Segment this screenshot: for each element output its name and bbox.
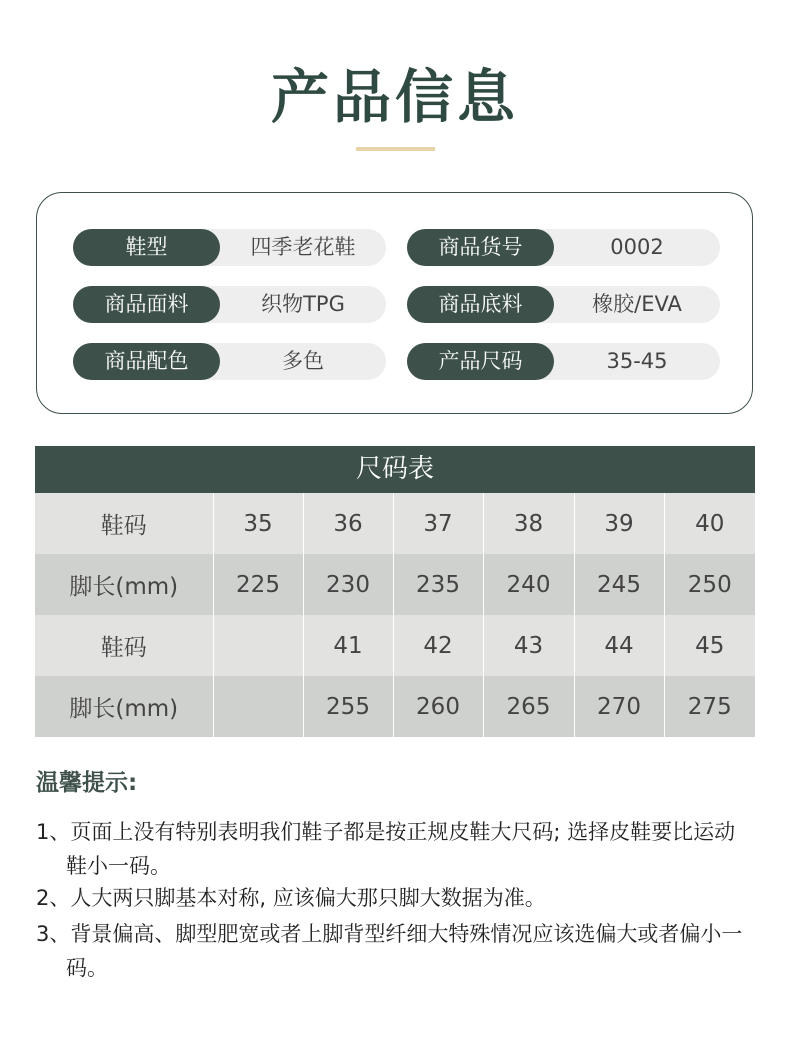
info-item-color — [73, 343, 386, 380]
tip-item: 1、页面上没有特别表明我们鞋子都是按正规皮鞋大尺码; 选择皮鞋要比运动鞋小一码。 — [36, 820, 736, 878]
table-cell: 37 — [393, 493, 483, 554]
info-value: 织物TPG — [261, 292, 345, 316]
size-table-title: 尺码表 — [35, 446, 755, 493]
info-item-sole-material — [407, 286, 720, 323]
table-cell: 43 — [483, 615, 574, 676]
info-label: 商品配色 — [73, 343, 220, 380]
info-label: 鞋型 — [73, 229, 220, 266]
info-value: 四季老花鞋 — [250, 235, 356, 259]
table-cell: 42 — [393, 615, 483, 676]
table-cell: 40 — [664, 493, 755, 554]
table-cell — [213, 615, 303, 676]
info-item-upper-material — [73, 286, 386, 323]
table-cell: 39 — [574, 493, 664, 554]
row-header: 鞋码 — [35, 615, 213, 676]
title-underline — [356, 147, 435, 151]
table-cell: 230 — [303, 554, 393, 615]
info-item-product-number — [407, 229, 720, 266]
table-row — [35, 676, 755, 737]
info-value: 多色 — [282, 349, 324, 373]
info-label: 商品货号 — [407, 229, 554, 266]
table-cell: 260 — [393, 676, 483, 737]
table-cell: 240 — [483, 554, 574, 615]
page-title: 产品信息 — [270, 63, 519, 131]
table-cell: 255 — [303, 676, 393, 737]
table-row — [35, 615, 755, 676]
table-cell — [213, 676, 303, 737]
table-cell: 38 — [483, 493, 574, 554]
info-label: 商品面料 — [73, 286, 220, 323]
table-cell: 36 — [303, 493, 393, 554]
table-cell: 245 — [574, 554, 664, 615]
table-cell: 225 — [213, 554, 303, 615]
product-info-box — [36, 192, 753, 414]
table-cell: 44 — [574, 615, 664, 676]
row-header: 鞋码 — [35, 493, 213, 554]
table-cell: 275 — [664, 676, 755, 737]
row-header: 脚长(mm) — [35, 554, 213, 615]
table-cell: 45 — [664, 615, 755, 676]
info-value: 橡胶/EVA — [592, 292, 682, 316]
info-item-shoe-type — [73, 229, 386, 266]
tip-item: 3、背景偏高、脚型肥宽或者上脚背型纤细大特殊情况应该选偏大或者偏小一码。 — [36, 922, 743, 980]
table-row — [35, 554, 755, 615]
info-label: 产品尺码 — [407, 343, 554, 380]
tips-title: 温馨提示: — [36, 770, 138, 796]
table-cell: 270 — [574, 676, 664, 737]
info-item-size-range — [407, 343, 720, 380]
row-header: 脚长(mm) — [35, 676, 213, 737]
info-value: 35-45 — [606, 349, 668, 373]
info-label: 商品底料 — [407, 286, 554, 323]
table-cell: 250 — [664, 554, 755, 615]
table-cell: 35 — [213, 493, 303, 554]
table-cell: 265 — [483, 676, 574, 737]
size-table — [35, 493, 755, 737]
table-row — [35, 493, 755, 554]
info-value: 0002 — [610, 235, 664, 259]
table-cell: 235 — [393, 554, 483, 615]
tip-item: 2、人大两只脚基本对称, 应该偏大那只脚大数据为准。 — [36, 886, 546, 910]
table-cell: 41 — [303, 615, 393, 676]
